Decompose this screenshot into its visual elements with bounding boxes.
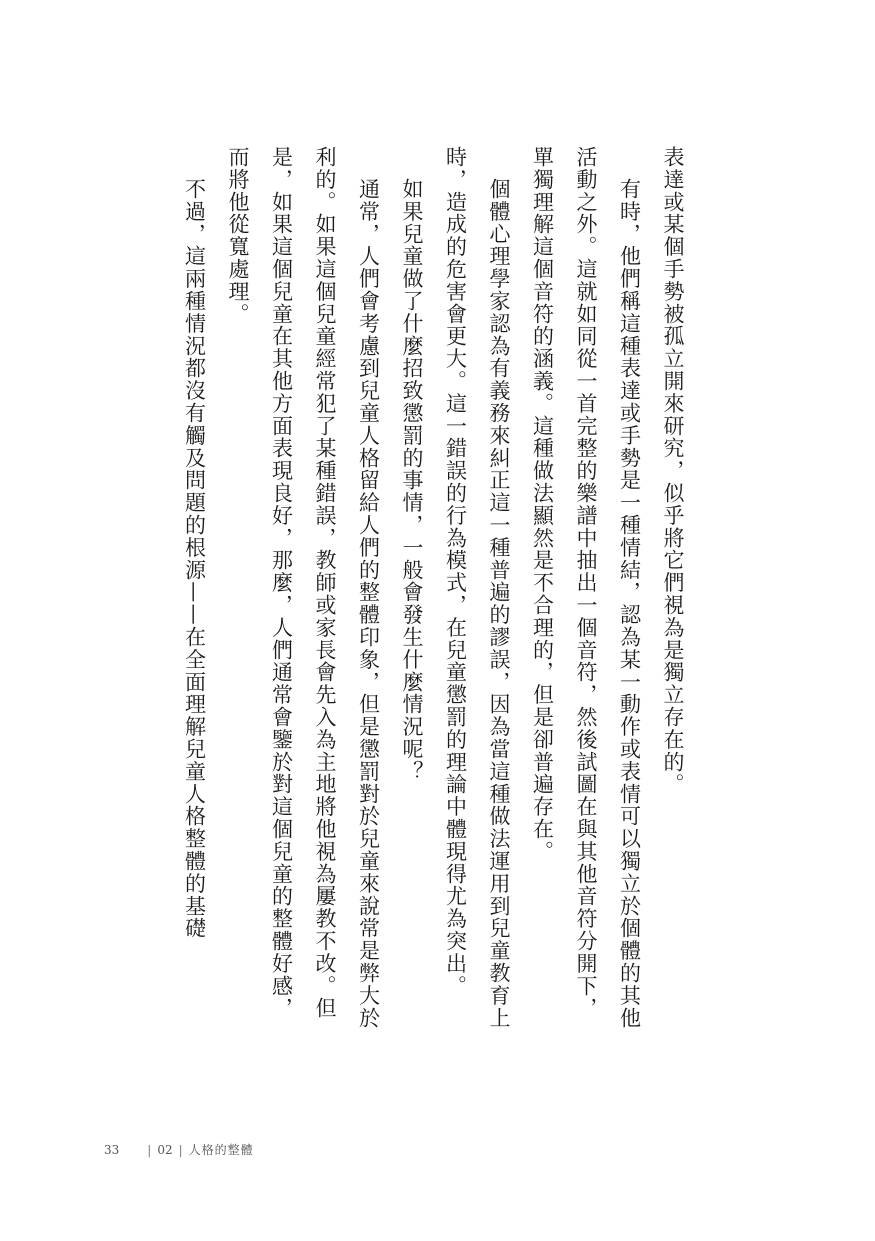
page-footer bbox=[104, 1141, 254, 1158]
footer-separator: | bbox=[178, 1143, 183, 1157]
paragraph: 不過，這兩種情況都沒有觸及問題的根源——在全面理解兒童人格整體的基礎 bbox=[182, 177, 207, 940]
chapter-title: 人格的整體 bbox=[188, 1143, 254, 1157]
paragraph: 如果兒童做了什麼招致懲罰的事情，一般會發生什麼情況呢？ bbox=[400, 177, 424, 783]
body-text bbox=[108, 146, 694, 1031]
page-number: 33 bbox=[104, 1143, 120, 1157]
paragraph: 表達或某個手勢被孤立開來研究，似乎將它們視為是獨立存在的。 bbox=[661, 146, 685, 796]
paragraph: 通常，人們會考慮到兒童人格留給人們的整體印象，但是懲罰對於兒童來說常是弊大於利的。如果這個兒童經常犯了某種錯誤，教師或家長會先入為主地將他視為屢教不改。但是，如果這個兒童在其他方面表現良好，那麼，人們通常會鑒於對這個兒童的整體好感，而將他從寬處理。 bbox=[226, 146, 381, 1029]
chapter-number: 02 bbox=[157, 1143, 173, 1157]
paragraph: 個體心理學家認為有義務來糾正這一種普遍的謬誤，因為當這種做法運用到兒童教育上時，造成的危害會更大。這一錯誤的行為模式，在兒童懲罰的理論中體現得尤為突出。 bbox=[443, 146, 511, 1029]
paragraph: 有時，他們稱這種表達或手勢是一種情結，認為某一動作或表情可以獨立於個體的其他活動之外。這就如同從一首完整的樂譜中抽出一個音符，然後試圖在與其他音符分開下，單獨理解這個音符的涵義。這種做法顯然是不合理的，但是卻普遍存在。 bbox=[530, 146, 642, 1029]
footer-separator: | bbox=[147, 1143, 152, 1157]
